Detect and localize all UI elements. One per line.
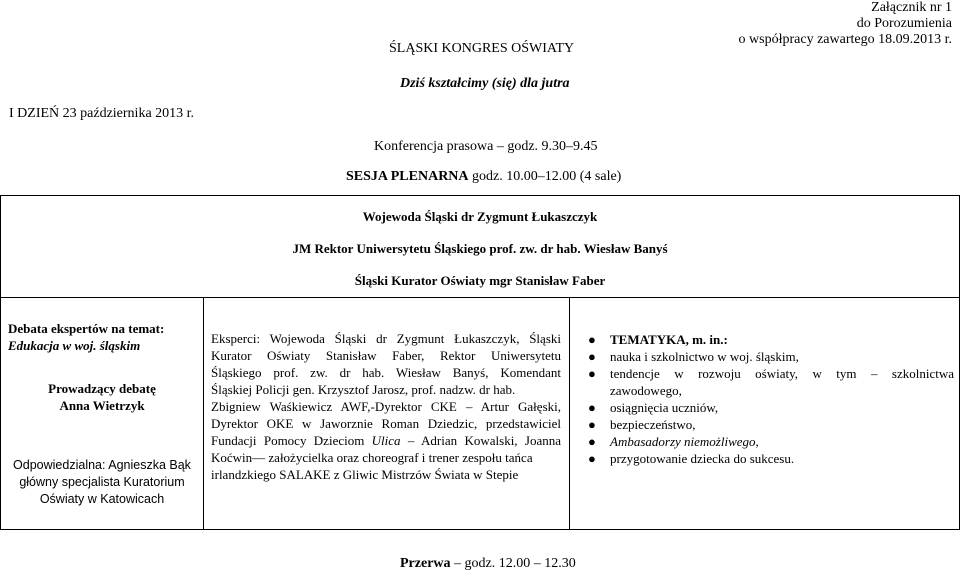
column-divider-2 [569,297,570,529]
topic-item [584,433,954,450]
debate-heading: Debata ekspertów na temat: [8,321,165,336]
responsible-line: Odpowiedzialna: Agnieszka Bąk [13,458,191,472]
speaker-curator: Śląski Kurator Oświaty mgr Stanisław Faber [354,273,606,288]
topics-list [584,331,954,467]
responsible-line: Oświaty w Katowicach [39,492,165,506]
foundation-name: Ulica [371,433,401,448]
topic-text: przygotowanie dziecka do sukcesu. [610,451,795,466]
experts-text-run: – Adrian Kowalski, Joanna [400,433,561,448]
bullet-icon: ● [588,400,596,415]
debate-column [8,320,198,354]
topic-text: Ambasadorzy niemożliwego, [610,434,759,449]
attachment-line: o współpracy zawartego 18.09.2013 r. [738,32,952,47]
attachment-line: do Porozumienia [856,16,952,31]
topic-text: nauka i szkolnictwo w woj. śląskim, [610,349,799,364]
topic-item [584,399,954,416]
moderator-name: Anna Wietrzyk [59,398,145,413]
topic-text: bezpieczeństwo, [610,417,696,432]
attachment-note [739,0,952,48]
topics-heading-item [584,331,954,348]
experts-line: Eksperci: Wojewoda Śląski dr Zygmunt Łukaszczyk, Śląski [211,331,561,346]
press-conference: Konferencja prasowa – godz. 9.30–9.45 [374,139,598,154]
topic-item [584,450,954,467]
break-time: – godz. 12.00 – 12.30 [450,556,576,571]
bullet-icon: ● [588,417,596,432]
moderator-block [0,380,204,414]
congress-title: ŚLĄSKI KONGRES OŚWIATY [389,41,575,56]
experts-line: Śląskiej Policji gen. Krzysztof Jarosz, prof. nadzw. dr hab. [211,382,516,397]
motto: Dziś kształcimy (się) dla jutra [400,76,570,91]
topic-item [584,416,954,433]
topic-text: osiągnięcia uczniów, [610,400,719,415]
speaker-governor: Wojewoda Śląski dr Zygmunt Łukaszczyk [362,209,598,224]
day-heading: I DZIEŃ 23 października 2013 r. [9,106,195,121]
topic-item [584,365,954,399]
experts-line: irlandzkiego SALAKE z Gliwic Mistrzów Świata w Stepie [211,467,519,482]
topic-item [584,348,954,365]
bullet-icon: ● [588,434,596,449]
attachment-line: Załącznik nr 1 [871,0,952,15]
experts-line: Zbigniew Waśkiewicz AWF,-Dyrektor CKE – Artur Gałęski, [211,399,561,414]
topic-text-cont: zawodowego, [610,383,682,398]
experts-text [211,330,561,483]
experts-line: Kurator Oświaty Stanisław Faber, Rektor Uniwersytetu [211,348,561,363]
experts-line [211,432,561,449]
responsible-person [0,457,204,508]
topics-heading: TEMATYKA, m. in.: [610,332,728,347]
speaker-rector: JM Rektor Uniwersytetu Śląskiego prof. zw. dr hab. Wiesław Banyś [292,241,668,256]
experts-line: Śląskiego prof. zw. dr hab. Wiesław Banyś, Komendant [211,365,561,380]
bullet-icon: ● [588,451,596,466]
plenary-session [346,169,621,185]
break-line [400,556,576,572]
debate-topic: Edukacja w woj. śląskim [8,338,141,353]
responsible-line: główny specjalista Kuratorium [19,475,185,489]
moderator-label: Prowadzący debatę [48,381,156,396]
experts-line: Dyrektor OKE w Jaworznie Roman Dziedzic, przedstawiciel [211,416,561,431]
session-name: SESJA PLENARNA [346,169,469,184]
experts-line: Koćwin— założycielka oraz choreograf i trener zespołu tańca [211,450,533,465]
session-time: godz. 10.00–12.00 (4 sale) [468,169,622,184]
frame-line-top [0,195,960,196]
experts-text-run: Fundacji Pomocy Dzieciom [211,433,372,448]
topics-column [584,331,954,467]
bullet-icon: ● [588,332,596,347]
bullet-icon: ● [588,366,596,381]
frame-line-bottom [0,529,960,530]
bullet-icon: ● [588,349,596,364]
topic-text: tendencje w rozwoju oświaty, w tym – szkolnictwa [610,366,954,381]
break-label: Przerwa [400,556,451,571]
frame-line-mid [0,297,960,298]
